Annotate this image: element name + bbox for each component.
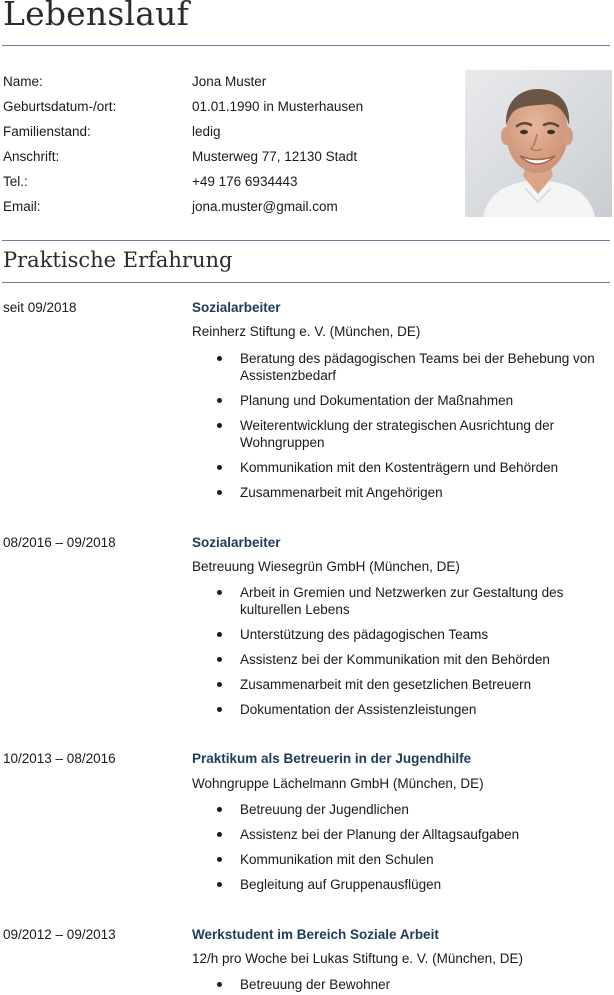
bullet-icon <box>217 398 222 403</box>
employer: Wohngruppe Lächelmann GmbH (München, DE) <box>192 776 484 791</box>
section-title-divider <box>2 282 610 283</box>
marital-status-label: Familienstand: <box>3 124 91 139</box>
entry-date: 10/2013 – 08/2016 <box>3 751 116 766</box>
profile-photo <box>465 70 612 217</box>
task-item: Dokumentation der Assistenzleistungen <box>240 702 477 717</box>
task-item: Betreuung der Jugendlichen <box>240 802 409 817</box>
task-item: Beratung des pädagogischen Teams bei der Behebung von Assistenzbedarf <box>240 351 595 383</box>
bullet-icon <box>217 356 222 361</box>
bullet-icon <box>217 982 222 987</box>
address-value: Musterweg 77, 12130 Stadt <box>192 149 358 164</box>
task-item: Weiterentwicklung der strategischen Ausrichtung der Wohngruppen <box>240 418 555 450</box>
phone-value: +49 176 6934443 <box>192 174 298 189</box>
employer: 12/h pro Woche bei Lukas Stiftung e. V. (München, DE) <box>192 951 523 966</box>
bullet-icon <box>217 857 222 862</box>
bullet-icon <box>217 423 222 428</box>
task-item: Assistenz bei der Planung der Alltagsaufgaben <box>240 827 520 842</box>
marital-status-value: ledig <box>192 124 221 139</box>
name-value: Jona Muster <box>192 74 267 89</box>
task-item: Kommunikation mit den Schulen <box>240 852 434 867</box>
job-title: Praktikum als Betreuerin in der Jugendhilfe <box>192 751 472 766</box>
bullet-icon <box>217 465 222 470</box>
employer: Betreuung Wiesegrün GmbH (München, DE) <box>192 559 460 574</box>
bullet-icon <box>217 657 222 662</box>
phone-label: Tel.: <box>3 174 28 189</box>
email-value: jona.muster@gmail.com <box>192 199 338 214</box>
task-item: Betreuung der Bewohner <box>240 977 391 992</box>
section-top-divider <box>2 240 610 241</box>
job-title: Werkstudent im Bereich Soziale Arbeit <box>192 927 439 942</box>
task-item: Planung und Dokumentation der Maßnahmen <box>240 393 514 408</box>
section-title: Praktische Erfahrung <box>3 248 233 272</box>
task-item: Assistenz bei der Kommunikation mit den Behörden <box>240 652 550 667</box>
task-item: Arbeit in Gremien und Netzwerken zur Gestaltung des kulturellen Lebens <box>240 585 564 617</box>
birth-value: 01.01.1990 in Musterhausen <box>192 99 364 114</box>
task-item: Zusammenarbeit mit den gesetzlichen Betreuern <box>240 677 532 692</box>
email-label: Email: <box>3 199 41 214</box>
birth-label: Geburtsdatum-/ort: <box>3 99 117 114</box>
entry-date: seit 09/2018 <box>3 300 77 315</box>
title-divider <box>2 45 610 46</box>
bullet-icon <box>217 682 222 687</box>
task-item: Kommunikation mit den Kostenträgern und Behörden <box>240 460 559 475</box>
job-title: Sozialarbeiter <box>192 535 281 550</box>
bullet-icon <box>217 490 222 495</box>
employer: Reinherz Stiftung e. V. (München, DE) <box>192 324 421 339</box>
page-title: Lebenslauf <box>3 0 189 33</box>
task-item: Zusammenarbeit mit Angehörigen <box>240 485 443 500</box>
bullet-icon <box>217 632 222 637</box>
bullet-icon <box>217 807 222 812</box>
entry-date: 09/2012 – 09/2013 <box>3 927 116 942</box>
entry-date: 08/2016 – 09/2018 <box>3 535 116 550</box>
job-title: Sozialarbeiter <box>192 300 281 315</box>
address-label: Anschrift: <box>3 149 60 164</box>
name-label: Name: <box>3 74 43 89</box>
bullet-icon <box>217 707 222 712</box>
bullet-icon <box>217 882 222 887</box>
bullet-icon <box>217 590 222 595</box>
task-item: Unterstützung des pädagogischen Teams <box>240 627 489 642</box>
task-item: Begleitung auf Gruppenausflügen <box>240 877 442 892</box>
bullet-icon <box>217 832 222 837</box>
